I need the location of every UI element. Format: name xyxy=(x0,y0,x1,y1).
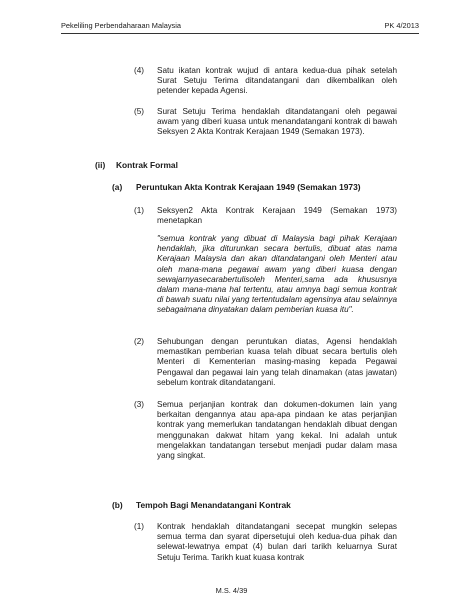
clause-a3-text: Semua perjanjian kontrak dan dokumen-dokumen lain yang berkaitan dengannya atau apa-apa pindaan ke atas perjanjian kontrak yang memerlukan tandatangan hendaklah dibuat dengan menggunakan dakwat hitam yang kekal. Ini adalah untuk mengelakkan tandatangan tersebut menjadi pudar dalam masa yang singkat. xyxy=(157,400,397,461)
clause-b1-text: Kontrak hendaklah ditandatangani secepat mungkin selepas semua terma dan syarat dipersetujui oleh kedua-dua pihak dan selewat-lewatnya empat (4) bulan dari tarikh keluarnya Surat Setuju Terima. Tarikh kuat kuasa kontrak xyxy=(157,522,397,562)
clause-a3-number: (3) xyxy=(134,400,145,409)
subsection-a-title: Peruntukan Akta Kontrak Kerajaan 1949 (Semakan 1973) xyxy=(136,182,361,192)
page-number: M.S. 4/39 xyxy=(215,586,248,595)
subsection-b-title: Tempoh Bagi Menandatangani Kontrak xyxy=(136,500,291,510)
clause-b1-number: (1) xyxy=(134,522,145,531)
section-ii-number: (ii) xyxy=(95,160,106,170)
clause-a2-text: Sehubungan dengan peruntukan diatas, Agensi hendaklah memastikan pemberian kuasa telah dibuat secara bertulis oleh Menteri di Kementerian masing-masing kepada Pegawai Pengawal dan pegawai lain yang telah dinamakan (atas jawatan) sebelum kontrak ditandatangani. xyxy=(157,337,397,387)
clause-a2-number: (2) xyxy=(134,337,145,346)
paragraph-4-text: Satu ikatan kontrak wujud di antara kedua-dua pihak setelah Surat Setuju Terima ditandatangani dan dikembalikan oleh petender kepada Agensi. xyxy=(157,66,397,96)
header-title: Pekeliling Perbendaharaan Malaysia xyxy=(61,21,181,30)
clause-a1-number: (1) xyxy=(134,206,145,215)
header-divider xyxy=(61,33,419,34)
paragraph-5-text: Surat Setuju Terima hendaklah ditandatangani oleh pegawai awam yang diberi kuasa untuk menandatangani kontrak di bawah Seksyen 2 Akta Kontrak Kerajaan 1949 (Semakan 1973). xyxy=(157,107,397,137)
header-reference: PK 4/2013 xyxy=(384,21,419,30)
clause-a1-text: Seksyen2 Akta Kontrak Kerajaan 1949 (Semakan 1973) menetapkan xyxy=(157,206,397,226)
paragraph-4-number: (4) xyxy=(134,66,145,75)
subsection-a-number: (a) xyxy=(112,182,123,192)
statute-quote: "semua kontrak yang dibuat di Malaysia bagi pihak Kerajaan hendaklah, jika diturunkan secara bertulis, dibuat atas nama Kerajaan Malaysia dan akan ditandatangani oleh Menteri atau oleh mana-mana pegawai awam yang diberi kuasa dengan sewajarnyasecarabertulisoleh Menteri,sama ada khususnya dalam mana-mana hal tertentu, atau amnya bagi semua kontrak di bawah suatu nilai yang tertentudalam agensinya atau selainnya sebagaimana dinyatakan dalam pemberian kuasa itu". xyxy=(157,234,397,315)
paragraph-5-number: (5) xyxy=(134,107,145,116)
subsection-b-number: (b) xyxy=(112,500,123,510)
section-ii-title: Kontrak Formal xyxy=(116,160,178,170)
